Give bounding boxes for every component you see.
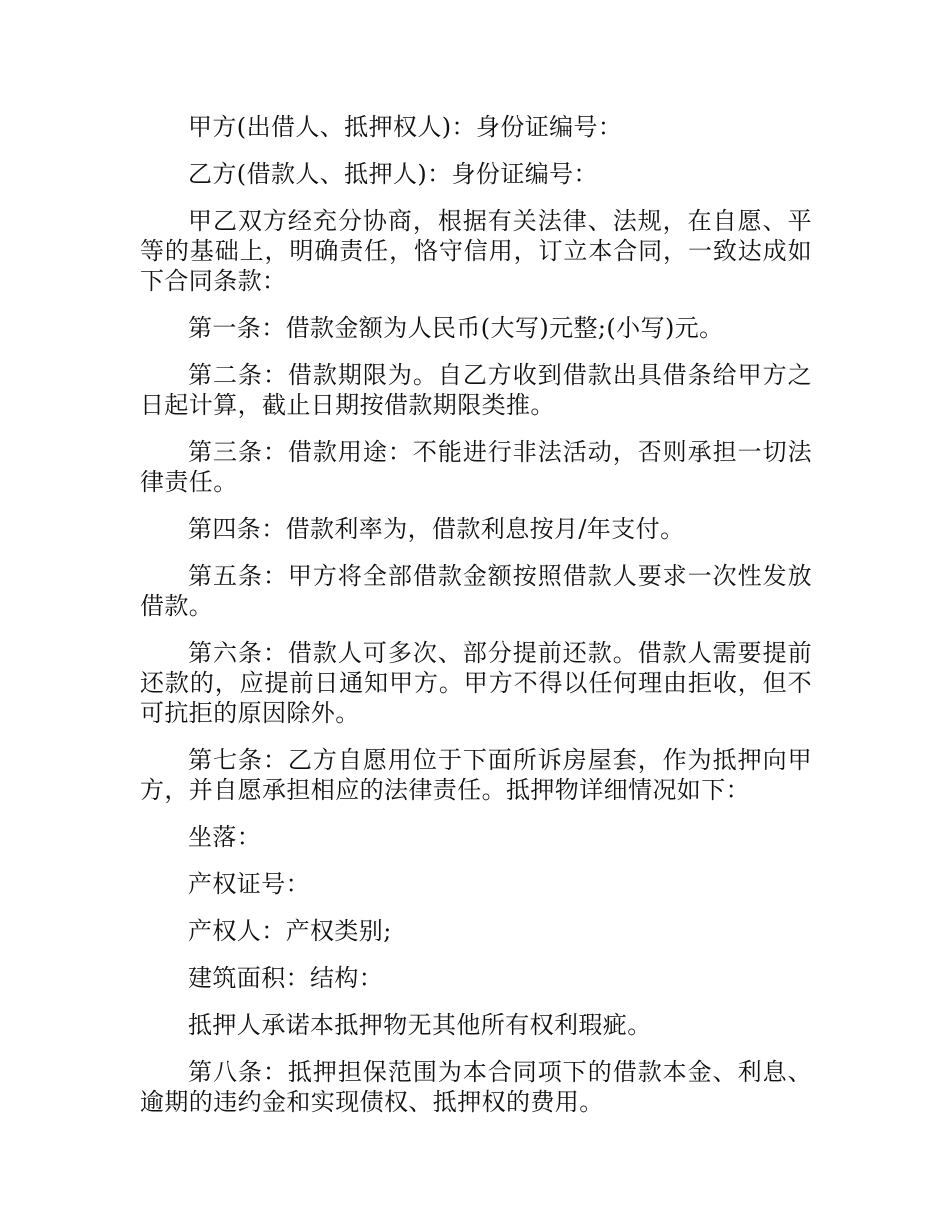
collateral-certificate: 产权证号： (188, 870, 310, 898)
party-b-line: 乙方(借款人、抵押人)：身份证编号： (188, 160, 598, 188)
collateral-warranty: 抵押人承诺本抵押物无其他所有权利瑕疵。 (188, 1011, 652, 1039)
collateral-owner: 产权人：产权类别; (188, 917, 392, 945)
collateral-location: 坐落： (188, 823, 262, 851)
article-3: 第三条：借款用途：不能进行非法活动，否则承担一切法律责任。 (140, 438, 812, 496)
article-6: 第六条：借款人可多次、部分提前还款。借款人需要提前还款的，应提前日通知甲方。甲方不得以任何理由拒收，但不可抗拒的原因除外。 (140, 639, 812, 727)
article-5: 第五条：甲方将全部借款金额按照借款人要求一次性发放借款。 (140, 562, 812, 620)
article-7: 第七条：乙方自愿用位于下面所诉房屋套，作为抵押向甲方，并自愿承担相应的法律责任。抵押物详细情况如下： (140, 746, 812, 804)
collateral-area: 建筑面积：结构： (188, 964, 384, 992)
article-1: 第一条：借款金额为人民币(大写)元整;(小写)元。 (188, 314, 724, 342)
article-2: 第二条：借款期限为。自乙方收到借款出具借条给甲方之日起计算，截止日期按借款期限类推。 (140, 361, 812, 419)
party-a-line: 甲方(出借人、抵押权人)：身份证编号： (188, 113, 623, 141)
document-body (140, 112, 812, 1134)
preamble-paragraph: 甲乙双方经充分协商，根据有关法律、法规，在自愿、平等的基础上，明确责任，恪守信用，订立本合同，一致达成如下合同条款： (140, 207, 812, 295)
article-4: 第四条：借款利率为，借款利息按月/年支付。 (188, 515, 685, 543)
article-8: 第八条：抵押担保范围为本合同项下的借款本金、利息、逾期的违约金和实现债权、抵押权的费用。 (140, 1058, 812, 1116)
